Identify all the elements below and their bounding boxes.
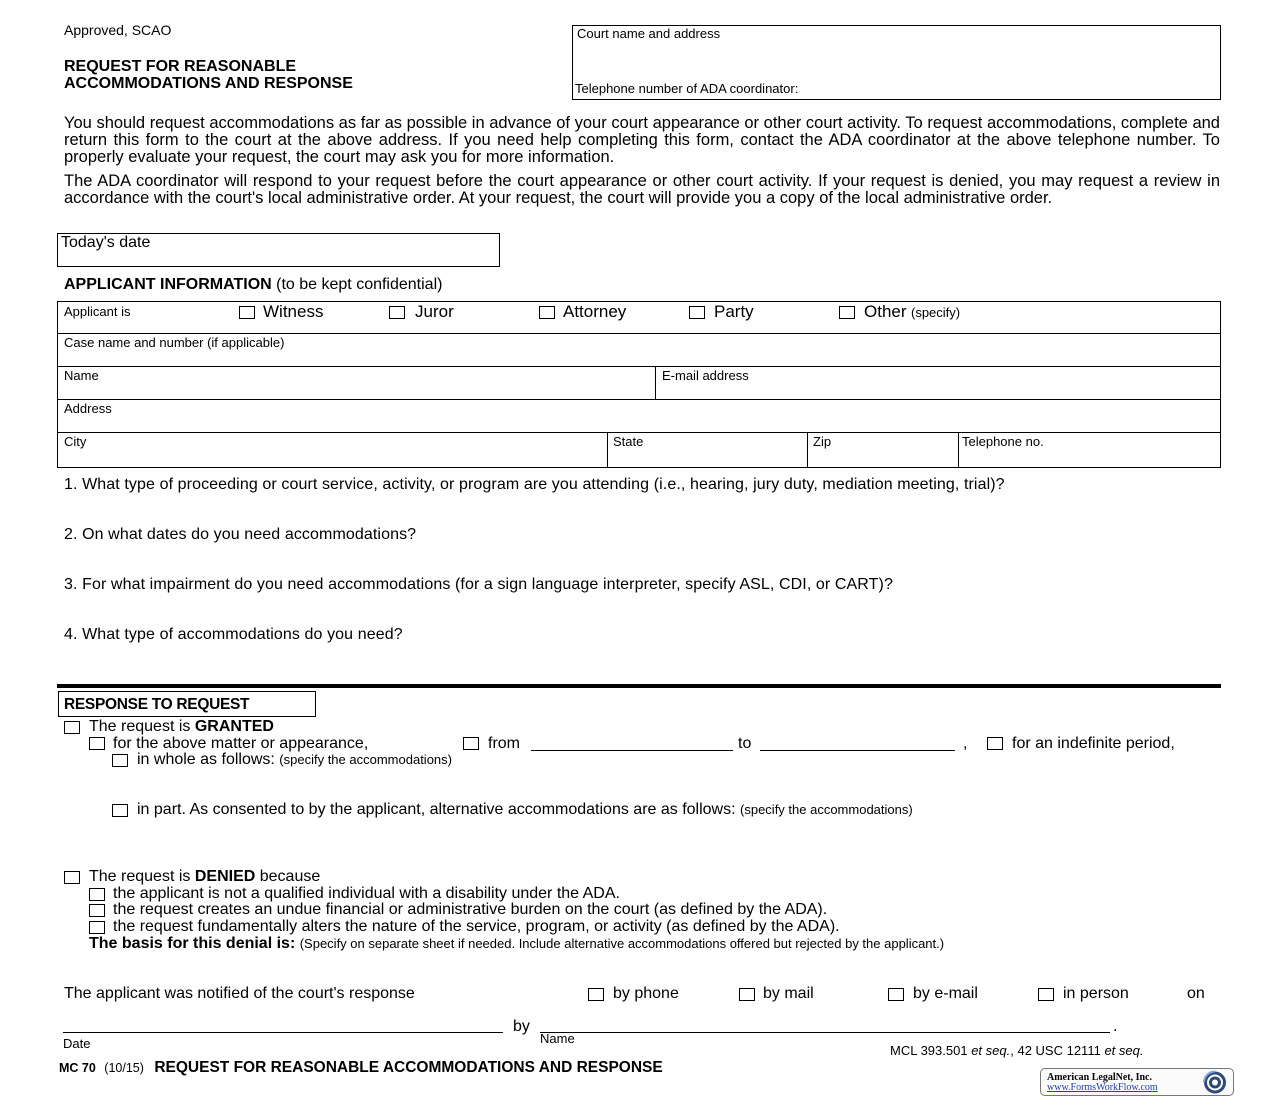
- granted-checkbox[interactable]: [64, 721, 80, 734]
- logo-emblem-icon: [1199, 1070, 1231, 1095]
- from-label: from: [488, 735, 520, 752]
- form-revision: (10/15): [104, 1061, 144, 1075]
- by-phone-checkbox[interactable]: [588, 988, 604, 1001]
- statute-a: MCL 393.501: [890, 1043, 968, 1058]
- denied-word: DENIED: [194, 868, 256, 885]
- state-label: State: [613, 434, 644, 449]
- other-specify: (specify): [910, 305, 961, 320]
- granted-word: GRANTED: [194, 718, 274, 735]
- todays-date-field[interactable]: [57, 233, 500, 267]
- denied-checkbox[interactable]: [64, 871, 80, 884]
- logo-url[interactable]: www.FormsWorkFlow.com: [1047, 1082, 1158, 1093]
- in-part-text: in part. As consented to by the applicant, alternative accommodations are as follows:: [137, 801, 736, 818]
- question-2: 2. On what dates do you need accommodations?: [64, 526, 417, 543]
- reason3-checkbox[interactable]: [89, 921, 105, 934]
- to-date-line[interactable]: [760, 750, 955, 751]
- todays-date-label: Today's date: [61, 234, 151, 251]
- by-email-checkbox[interactable]: [888, 988, 904, 1001]
- other-text: Other: [864, 302, 907, 321]
- question-3: 3. For what impairment do you need accommodations (for a sign language interpreter, specify ASL, CDI, or CART)?: [64, 576, 893, 593]
- name-caption: Name: [540, 1031, 575, 1046]
- in-whole-label: [137, 751, 452, 769]
- denied-label: [89, 868, 320, 886]
- court-name-label: Court name and address: [577, 26, 721, 41]
- in-part-label: [137, 801, 913, 819]
- applicant-heading-note: (to be kept confidential): [276, 276, 443, 293]
- case-name-label: Case name and number (if applicable): [64, 335, 285, 350]
- party-label: Party: [714, 302, 754, 321]
- by-email-label: by e-mail: [913, 985, 978, 1002]
- legalnet-logo[interactable]: [1040, 1068, 1234, 1096]
- address-label: Address: [64, 401, 112, 416]
- ada-phone-label: Telephone number of ADA coordinator:: [575, 81, 799, 96]
- granted-label: [89, 718, 274, 736]
- witness-checkbox[interactable]: [239, 306, 255, 319]
- in-person-label: in person: [1063, 985, 1129, 1002]
- applicant-heading: [64, 276, 442, 294]
- denial-basis: [89, 935, 944, 953]
- reason1-checkbox[interactable]: [89, 888, 105, 901]
- zip-label: Zip: [813, 434, 832, 449]
- telephone-label: Telephone no.: [962, 434, 1044, 449]
- above-matter-checkbox[interactable]: [89, 737, 105, 750]
- court-info-box[interactable]: [572, 25, 1221, 100]
- to-label: to: [738, 735, 752, 752]
- attorney-label: Attorney: [563, 302, 627, 321]
- juror-label: Juror: [415, 302, 454, 321]
- by-phone-label: by phone: [613, 985, 679, 1002]
- denied-suffix: because: [259, 868, 321, 885]
- applicant-table: [57, 301, 1221, 468]
- in-whole-specify: (specify the accommodations): [279, 752, 452, 767]
- denial-basis-note: (Specify on separate sheet if needed. Include alternative accommodations offered but rejected by the applicant.): [299, 936, 945, 951]
- response-heading-box: [58, 691, 316, 717]
- statute-reference: [890, 1043, 1143, 1058]
- form-title-line1: REQUEST FOR REASONABLE: [64, 58, 297, 75]
- notified-label: The applicant was notified of the court's response: [64, 985, 415, 1002]
- in-part-checkbox[interactable]: [112, 804, 128, 817]
- party-checkbox[interactable]: [689, 306, 705, 319]
- witness-label: Witness: [263, 302, 324, 321]
- denial-basis-label: The basis for this denial is:: [89, 935, 296, 952]
- response-heading: RESPONSE TO REQUEST: [64, 696, 250, 713]
- question-4: 4. What type of accommodations do you need?: [64, 626, 403, 643]
- in-whole-checkbox[interactable]: [112, 754, 128, 767]
- approval-note: Approved, SCAO: [64, 22, 172, 38]
- in-whole-text: in whole as follows:: [137, 751, 275, 768]
- intro-paragraph-2: The ADA coordinator will respond to your request before the court appearance or other court activity. If your request is denied, you may request a review in accordance with the court's local administrative order. At your request, the court will provide you a copy of the local administrative order.: [64, 172, 1220, 207]
- granted-prefix: The request is: [89, 718, 191, 735]
- period-mark: .: [1113, 1018, 1118, 1035]
- logo-company: American LegalNet, Inc.: [1047, 1072, 1152, 1083]
- date-comma: ,: [963, 735, 968, 752]
- in-part-specify: (specify the accommodations): [740, 802, 913, 817]
- name-label: Name: [64, 368, 99, 383]
- reason2-label: the request creates an undue financial or administrative burden on the court (as defined by the ADA).: [113, 901, 828, 918]
- question-1: 1. What type of proceeding or court service, activity, or program are you attending (i.e., hearing, jury duty, mediation meeting, trial)?: [64, 476, 1005, 493]
- reason1-label: the applicant is not a qualified individual with a disability under the ADA.: [113, 885, 620, 902]
- by-label: by: [513, 1018, 530, 1035]
- reason2-checkbox[interactable]: [89, 904, 105, 917]
- applicant-heading-title: APPLICANT INFORMATION: [64, 276, 272, 293]
- on-label: on: [1187, 985, 1205, 1002]
- in-person-checkbox[interactable]: [1038, 988, 1054, 1001]
- juror-checkbox[interactable]: [389, 306, 405, 319]
- denied-prefix: The request is: [89, 868, 191, 885]
- statute-c: , 42 USC 12111: [1010, 1043, 1101, 1058]
- indefinite-checkbox[interactable]: [987, 737, 1003, 750]
- form-id: MC 70: [59, 1061, 96, 1075]
- intro-paragraph-1: You should request accommodations as far as possible in advance of your court appearance or other court activity. To request accommodations, complete and return this form to the court at the above address. If you need help completing this form, contact the ADA coordinator at the above telephone number. To properly evaluate your request, the court may ask you for more information.: [64, 114, 1220, 166]
- from-date-checkbox[interactable]: [463, 737, 479, 750]
- above-matter-label: for the above matter or appearance,: [113, 735, 369, 752]
- footer-form-title: REQUEST FOR REASONABLE ACCOMMODATIONS AND RESPONSE: [154, 1059, 663, 1076]
- date-line[interactable]: [63, 1032, 503, 1033]
- form-footer: [59, 1059, 663, 1077]
- reason3-label: the request fundamentally alters the nature of the service, program, or activity (as defined by the ADA).: [113, 918, 840, 935]
- other-label: [864, 302, 960, 322]
- date-caption: Date: [63, 1036, 91, 1051]
- city-label: City: [64, 434, 87, 449]
- attorney-checkbox[interactable]: [539, 306, 555, 319]
- statute-b: et seq.: [971, 1043, 1011, 1058]
- section-divider: [57, 684, 1221, 688]
- statute-d: et seq.: [1104, 1043, 1144, 1058]
- form-title-line2: ACCOMMODATIONS AND RESPONSE: [64, 75, 353, 92]
- indefinite-label: for an indefinite period,: [1012, 735, 1175, 752]
- by-mail-label: by mail: [763, 985, 814, 1002]
- from-date-line[interactable]: [531, 750, 733, 751]
- name-line[interactable]: [540, 1032, 1110, 1033]
- email-label: E-mail address: [662, 368, 749, 383]
- by-mail-checkbox[interactable]: [739, 988, 755, 1001]
- other-checkbox[interactable]: [839, 306, 855, 319]
- applicant-is-label: Applicant is: [64, 304, 131, 319]
